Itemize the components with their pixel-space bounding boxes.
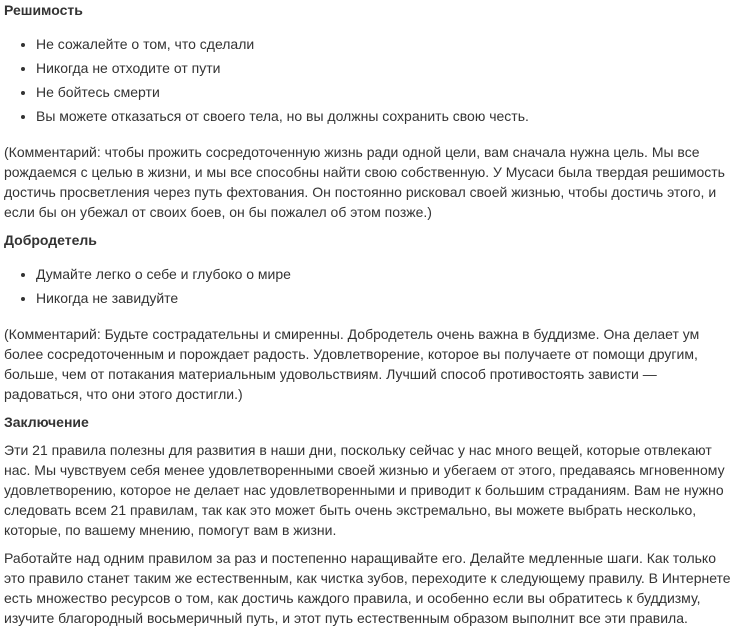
list-item: • Никогда не отходите от пути (36, 56, 529, 80)
section-heading-resolve: Решимость (4, 2, 83, 18)
list-item: • Никогда не завидуйте (36, 286, 291, 310)
resolve-list (4, 32, 529, 128)
list-item: • Не бойтесь смерти (36, 80, 529, 104)
resolve-comment: (Комментарий: чтобы прожить сосредоточенную жизнь ради одной цели, вам сначала нужна цель. Мы все рождаемся с целью в жизни, и мы все способны найти свою собственную. У Мусаси была твердая решимость достичь просветления через путь фехтования. Он постоянно рисковал своей жизнью, чтобы достичь этого, и если бы он убежал от своих боев, он бы пожалел об этом позже.) (4, 144, 725, 220)
list-item: • Думайте легко о себе и глубоко о мире (36, 262, 291, 286)
virtue-list (4, 262, 291, 310)
list-item: • Вы можете отказаться от своего тела, но вы должны сохранить свою честь. (36, 104, 529, 128)
list-item: • Не сожалейте о том, что сделали (36, 32, 529, 56)
virtue-comment: (Комментарий: Будьте сострадательны и смиренны. Добродетель очень важна в буддизме. Она делает ум более сосредоточенным и порождает радость. Удовлетворение, которое вы получаете от помощи другим, больше, чем от потакания материальным удовольствиям. Лучший способ противостоять зависти — радоваться, что они этого достигли.) (4, 326, 700, 402)
conclusion-paragraph: Работайте над одним правилом за раз и постепенно наращивайте его. Делайте медленные шаги. Как только это правило станет таким же естественным, как чистка зубов, переходите к следующему правилу. В Интернете есть множество ресурсов о том, как достичь каждого правила, и особенно если вы обратитесь к буддизму, изучите благородный восьмеричный путь, и этот путь естественным образом выполнит все эти правила. (4, 550, 731, 626)
conclusion-paragraph: Эти 21 правила полезны для развития в наши дни, поскольку сейчас у нас много вещей, которые отвлекают нас. Мы чувствуем себя менее удовлетворенными своей жизнью и убегаем от этого, предаваясь мгновенному удовлетворению, которое не делает нас удовлетворенными и приводит к большим страданиям. Вам не нужно следовать всем 21 правилам, так как это может быть очень экстремально, вы можете выбрать несколько, которые, по вашему мнению, помогут вам в жизни. (4, 442, 725, 538)
section-heading-virtue: Добродетель (4, 232, 97, 248)
section-heading-conclusion: Заключение (4, 414, 89, 430)
